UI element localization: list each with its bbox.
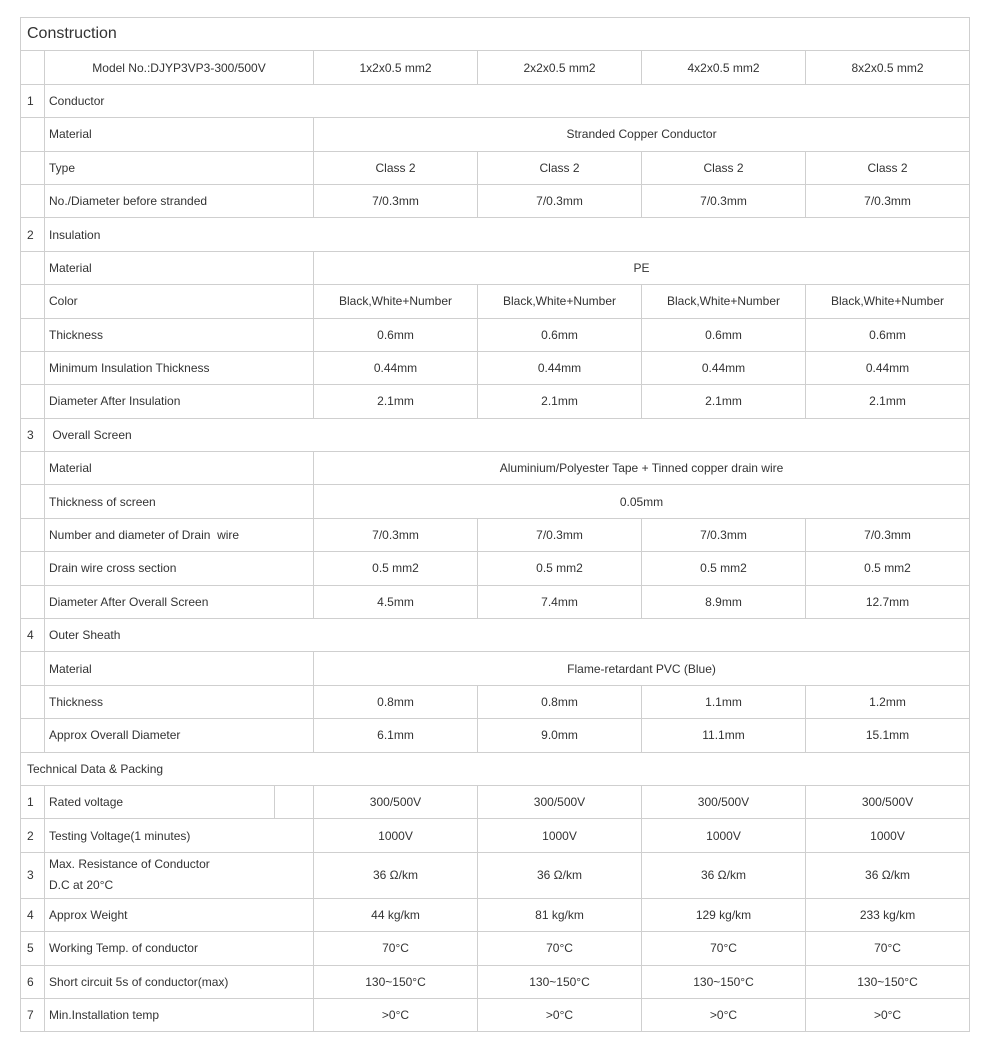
cell-value: 129 kg/km xyxy=(642,898,806,931)
table-row xyxy=(21,585,970,618)
table-row xyxy=(21,932,970,965)
cell-value: 7/0.3mm xyxy=(642,184,806,217)
cell-value: 70°C xyxy=(478,932,642,965)
section-row xyxy=(21,218,970,251)
cell-value: 7/0.3mm xyxy=(314,184,478,217)
row-label: Minimum Insulation Thickness xyxy=(45,351,314,384)
cell-value: 1000V xyxy=(314,819,478,852)
model-number: Model No.:DJYP3VP3-300/500V xyxy=(45,51,314,84)
section-row xyxy=(21,418,970,451)
cell-value: 7/0.3mm xyxy=(478,184,642,217)
cell-value: 300/500V xyxy=(642,785,806,818)
row-number-blank xyxy=(21,351,45,384)
cell-value: >0°C xyxy=(642,998,806,1031)
section-title: Outer Sheath xyxy=(45,619,970,652)
table-row xyxy=(21,151,970,184)
row-label: Rated voltage xyxy=(45,785,275,818)
table-row xyxy=(21,385,970,418)
table-row xyxy=(21,184,970,217)
cell-value: 300/500V xyxy=(806,785,970,818)
table-row xyxy=(21,652,970,685)
row-value-merged: 0.05mm xyxy=(314,485,970,518)
row-label: Thickness of screen xyxy=(45,485,314,518)
row-label-line: D.C at 20°C xyxy=(49,878,114,893)
row-label: Number and diameter of Drain wire xyxy=(45,518,314,551)
section-row xyxy=(21,619,970,652)
row-number-blank xyxy=(21,552,45,585)
cell-value: Class 2 xyxy=(642,151,806,184)
section-number: 4 xyxy=(21,619,45,652)
row-number: 4 xyxy=(21,898,45,931)
cell-value: 7/0.3mm xyxy=(314,518,478,551)
cell-value: 36 Ω/km xyxy=(478,852,642,898)
table-row xyxy=(21,552,970,585)
cell-value: 130~150°C xyxy=(314,965,478,998)
row-number: 2 xyxy=(21,819,45,852)
cell-value: 0.44mm xyxy=(314,351,478,384)
section-number: 3 xyxy=(21,418,45,451)
table-row xyxy=(21,785,970,818)
cell-value: 233 kg/km xyxy=(806,898,970,931)
table-title: Construction xyxy=(21,18,970,51)
cell-value: 0.44mm xyxy=(642,351,806,384)
row-label: Thickness xyxy=(45,685,314,718)
cell-value: 0.6mm xyxy=(806,318,970,351)
row-number: 5 xyxy=(21,932,45,965)
row-number-blank xyxy=(21,485,45,518)
table-row xyxy=(21,351,970,384)
cell-value: 0.6mm xyxy=(314,318,478,351)
cell-value: 0.5 mm2 xyxy=(806,552,970,585)
section-title: Overall Screen xyxy=(45,418,970,451)
cell-value: 44 kg/km xyxy=(314,898,478,931)
cell-value: Black,White+Number xyxy=(314,285,478,318)
cell-value: 0.44mm xyxy=(478,351,642,384)
cell-value: Class 2 xyxy=(806,151,970,184)
table-row xyxy=(21,251,970,284)
construction-table xyxy=(20,17,970,1032)
cell-value: 9.0mm xyxy=(478,719,642,752)
row-number-blank xyxy=(21,151,45,184)
table-row xyxy=(21,685,970,718)
cell-value: 2.1mm xyxy=(806,385,970,418)
cell-value: 70°C xyxy=(642,932,806,965)
cell-value: >0°C xyxy=(478,998,642,1031)
cell-value: 8.9mm xyxy=(642,585,806,618)
cell-value: 2.1mm xyxy=(478,385,642,418)
cell-value: 6.1mm xyxy=(314,719,478,752)
row-number: 3 xyxy=(21,852,45,898)
cell-value: 1000V xyxy=(806,819,970,852)
row-value-merged: Aluminium/Polyester Tape + Tinned copper drain wire xyxy=(314,452,970,485)
cell-value: 7.4mm xyxy=(478,585,642,618)
cell-value: 81 kg/km xyxy=(478,898,642,931)
cell-value: 70°C xyxy=(806,932,970,965)
cell-value: 7/0.3mm xyxy=(806,518,970,551)
cell-value: Black,White+Number xyxy=(642,285,806,318)
row-number-blank xyxy=(21,452,45,485)
row-label: No./Diameter before stranded xyxy=(45,184,314,217)
row-number-blank xyxy=(21,385,45,418)
row-label: Material xyxy=(45,652,314,685)
row-number-blank xyxy=(21,585,45,618)
cell-value: 0.8mm xyxy=(478,685,642,718)
cell-value: 36 Ω/km xyxy=(806,852,970,898)
cell-value: 0.6mm xyxy=(642,318,806,351)
section-title: Conductor xyxy=(45,84,970,117)
row-label xyxy=(45,852,314,898)
cell-value: 7/0.3mm xyxy=(806,184,970,217)
cell-value: Black,White+Number xyxy=(478,285,642,318)
row-number-blank xyxy=(21,652,45,685)
row-number-blank xyxy=(21,251,45,284)
row-label: Approx Weight xyxy=(45,898,314,931)
cell-value: 12.7mm xyxy=(806,585,970,618)
cell-value: 130~150°C xyxy=(806,965,970,998)
row-number-blank xyxy=(21,318,45,351)
row-number: 6 xyxy=(21,965,45,998)
cell-value: 11.1mm xyxy=(642,719,806,752)
row-number: 7 xyxy=(21,998,45,1031)
cell-value: 130~150°C xyxy=(642,965,806,998)
table-row xyxy=(21,998,970,1031)
row-label: Min.Installation temp xyxy=(45,998,314,1031)
section-number: 1 xyxy=(21,84,45,117)
row-value-merged: PE xyxy=(314,251,970,284)
row-label: Drain wire cross section xyxy=(45,552,314,585)
row-value-merged: Stranded Copper Conductor xyxy=(314,118,970,151)
table-row xyxy=(21,898,970,931)
row-number-blank xyxy=(21,118,45,151)
cell-value: 0.5 mm2 xyxy=(314,552,478,585)
row-label: Type xyxy=(45,151,314,184)
cell-value: 0.5 mm2 xyxy=(642,552,806,585)
cell-value: Black,White+Number xyxy=(806,285,970,318)
table-row xyxy=(21,852,970,898)
row-label: Diameter After Overall Screen xyxy=(45,585,314,618)
header-row xyxy=(21,51,970,84)
cell-value: Class 2 xyxy=(314,151,478,184)
technical-title-row xyxy=(21,752,970,785)
row-label: Thickness xyxy=(45,318,314,351)
cell-value: 15.1mm xyxy=(806,719,970,752)
table-row xyxy=(21,118,970,151)
table-row xyxy=(21,719,970,752)
cell-value: 36 Ω/km xyxy=(642,852,806,898)
cell-value: 1.2mm xyxy=(806,685,970,718)
row-value-merged: Flame-retardant PVC (Blue) xyxy=(314,652,970,685)
row-label: Short circuit 5s of conductor(max) xyxy=(45,965,314,998)
table-row xyxy=(21,965,970,998)
title-row xyxy=(21,18,970,51)
table-row xyxy=(21,819,970,852)
section-title: Insulation xyxy=(45,218,970,251)
table-row xyxy=(21,285,970,318)
cell-value: Class 2 xyxy=(478,151,642,184)
cell-value: >0°C xyxy=(314,998,478,1031)
cell-value: >0°C xyxy=(806,998,970,1031)
row-label: Color xyxy=(45,285,314,318)
cell-value: 70°C xyxy=(314,932,478,965)
cell-value: 0.8mm xyxy=(314,685,478,718)
row-label: Testing Voltage(1 minutes) xyxy=(45,819,314,852)
table-row xyxy=(21,452,970,485)
cell-value: 2.1mm xyxy=(314,385,478,418)
row-label: Working Temp. of conductor xyxy=(45,932,314,965)
cell-value: 4.5mm xyxy=(314,585,478,618)
row-number: 1 xyxy=(21,785,45,818)
row-number-blank xyxy=(21,518,45,551)
cell-value: 1000V xyxy=(642,819,806,852)
section-row xyxy=(21,84,970,117)
row-number-blank xyxy=(21,285,45,318)
technical-title: Technical Data & Packing xyxy=(21,752,970,785)
row-number-blank xyxy=(21,719,45,752)
size-header: 4x2x0.5 mm2 xyxy=(642,51,806,84)
row-label-line: Max. Resistance of Conductor xyxy=(49,857,210,872)
header-blank xyxy=(21,51,45,84)
section-number: 2 xyxy=(21,218,45,251)
cell-value: 0.5 mm2 xyxy=(478,552,642,585)
row-label: Material xyxy=(45,251,314,284)
cell-value: 1.1mm xyxy=(642,685,806,718)
size-header: 1x2x0.5 mm2 xyxy=(314,51,478,84)
cell-value: 7/0.3mm xyxy=(478,518,642,551)
cell-value: 130~150°C xyxy=(478,965,642,998)
cell-value: 0.44mm xyxy=(806,351,970,384)
size-header: 2x2x0.5 mm2 xyxy=(478,51,642,84)
row-label: Material xyxy=(45,452,314,485)
size-header: 8x2x0.5 mm2 xyxy=(806,51,970,84)
cell-value: 300/500V xyxy=(314,785,478,818)
cell-value: 0.6mm xyxy=(478,318,642,351)
row-label: Approx Overall Diameter xyxy=(45,719,314,752)
row-number-blank xyxy=(21,685,45,718)
cell-value: 2.1mm xyxy=(642,385,806,418)
row-label: Diameter After Insulation xyxy=(45,385,314,418)
cell-value: 36 Ω/km xyxy=(314,852,478,898)
row-number-blank xyxy=(21,184,45,217)
table-row xyxy=(21,318,970,351)
cell-value: 300/500V xyxy=(478,785,642,818)
table-row xyxy=(21,485,970,518)
cell-value: 7/0.3mm xyxy=(642,518,806,551)
empty-cell xyxy=(275,785,314,818)
cell-value: 1000V xyxy=(478,819,642,852)
table-row xyxy=(21,518,970,551)
row-label: Material xyxy=(45,118,314,151)
